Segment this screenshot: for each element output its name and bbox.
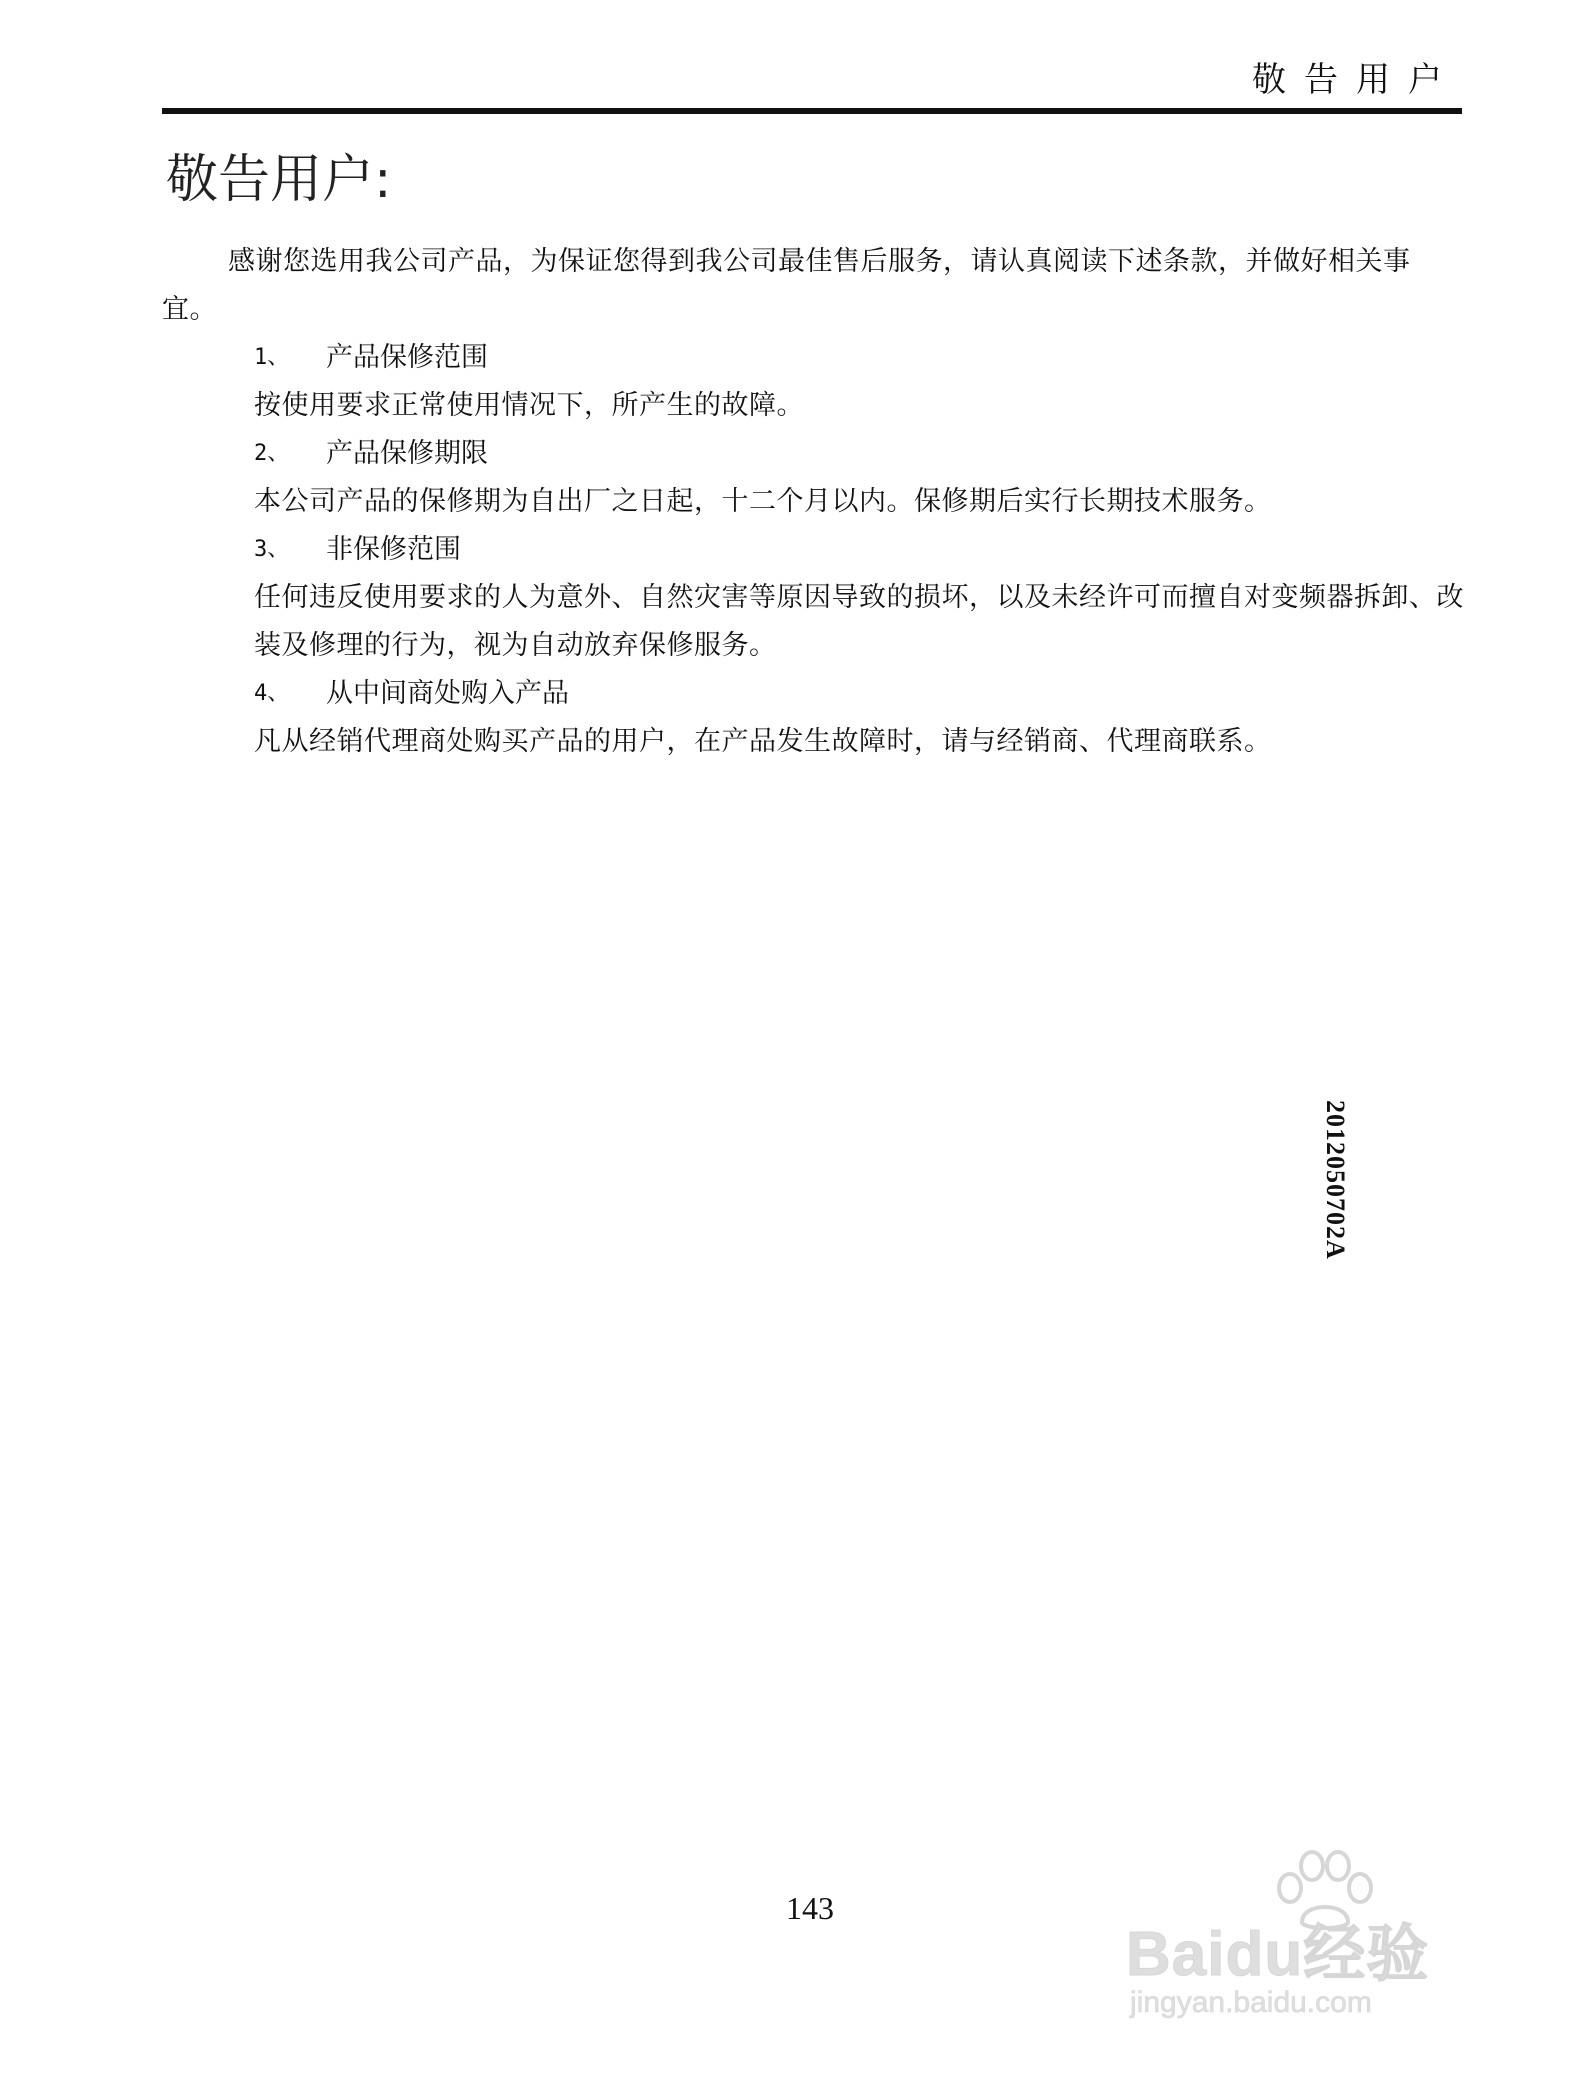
section-heading-3 xyxy=(162,526,1464,574)
section-number: 2、 xyxy=(254,441,290,466)
page-title: 敬告用户: xyxy=(166,150,392,210)
header-rule xyxy=(162,108,1462,114)
section-title: 从中间商处购入产品 xyxy=(326,678,569,709)
page-number: 143 xyxy=(786,1890,834,1926)
section-number: 4、 xyxy=(254,681,290,706)
section-title: 产品保修期限 xyxy=(326,438,488,469)
section-body-1: 按使用要求正常使用情况下，所产生的故障。 xyxy=(254,390,804,421)
section-title: 非保修范围 xyxy=(326,534,461,565)
section-heading-1 xyxy=(162,334,1464,382)
watermark-brand: Baidu经验 xyxy=(1126,1920,1430,1989)
section-body-2: 本公司产品的保修期为自出厂之日起，十二个月以内。保修期后实行长期技术服务。 xyxy=(254,486,1272,517)
watermark-url: jingyan.baidu.com xyxy=(1130,1986,1372,2019)
running-header: 敬告用户 xyxy=(1252,60,1460,100)
section-number: 1、 xyxy=(254,345,290,370)
document-body xyxy=(162,238,1464,766)
section-body-3: 任何违反使用要求的人为意外、自然灾害等原因导致的损坏，以及未经许可而擅自对变频器拆卸、改装及修理的行为，视为自动放弃保修服务。 xyxy=(254,582,1464,661)
section-body-4: 凡从经销代理商处购买产品的用户，在产品发生故障时，请与经销商、代理商联系。 xyxy=(254,726,1272,757)
section-heading-4 xyxy=(162,670,1464,718)
section-heading-2 xyxy=(162,430,1464,478)
baidu-watermark xyxy=(1118,1850,1498,2030)
section-title: 产品保修范围 xyxy=(326,342,488,373)
document-code: 2012050702A xyxy=(1321,1100,1350,1260)
section-number: 3、 xyxy=(254,537,290,562)
intro-paragraph: 感谢您选用我公司产品，为保证您得到我公司最佳售后服务，请认真阅读下述条款，并做好相关事宜。 xyxy=(162,246,1411,325)
